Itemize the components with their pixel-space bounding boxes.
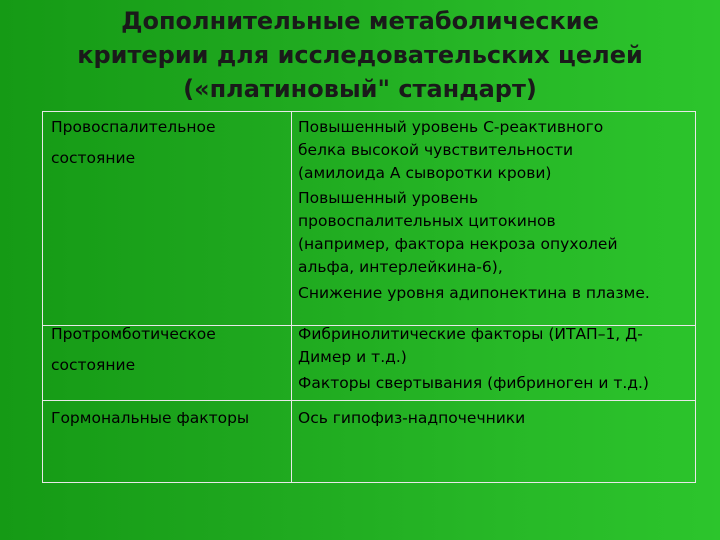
cell-line: Повышенный уровень [298, 189, 479, 207]
title-line: критерии для исследовательских целей [77, 41, 643, 69]
cell-line: (например, фактора некроза опухолей [298, 235, 618, 253]
cell-line: Протромботическое [51, 325, 216, 343]
cell-line: состояние [51, 356, 136, 374]
cell-line: Димер и т.д.) [298, 348, 407, 366]
cell-line: Фибринолитические факторы (ИТАП–1, Д- [298, 325, 643, 343]
table-cell-category [51, 323, 216, 377]
cell-line: альфа, интерлейкина-6), [298, 258, 503, 276]
cell-line: состояние [51, 149, 136, 167]
criteria-table [42, 111, 696, 483]
cell-line: Ось гипофиз-надпочечники [298, 409, 526, 427]
cell-line: Повышенный уровень С-реактивного [298, 118, 604, 136]
slide-title [0, 4, 720, 106]
title-line: («платиновый" стандарт) [183, 75, 537, 103]
cell-line: Снижение уровня адипонектина в плазме. [298, 284, 650, 302]
row-divider [43, 400, 695, 401]
cell-line: белка высокой чувствительности [298, 141, 574, 159]
table-cell-criteria [298, 323, 649, 395]
cell-line: Гормональные факторы [51, 409, 250, 427]
table-cell-criteria [298, 116, 650, 305]
title-line: Дополнительные метаболические [121, 7, 599, 35]
cell-line: провоспалительных цитокинов [298, 212, 556, 230]
table-cell-category [51, 116, 216, 170]
cell-line: Провоспалительное [51, 118, 216, 136]
cell-line: Факторы свертывания (фибриноген и т.д.) [298, 374, 649, 392]
cell-line: (амилоида А сыворотки крови) [298, 164, 552, 182]
table-cell-criteria [298, 407, 525, 430]
column-divider [291, 112, 292, 482]
table-cell-category [51, 407, 249, 430]
